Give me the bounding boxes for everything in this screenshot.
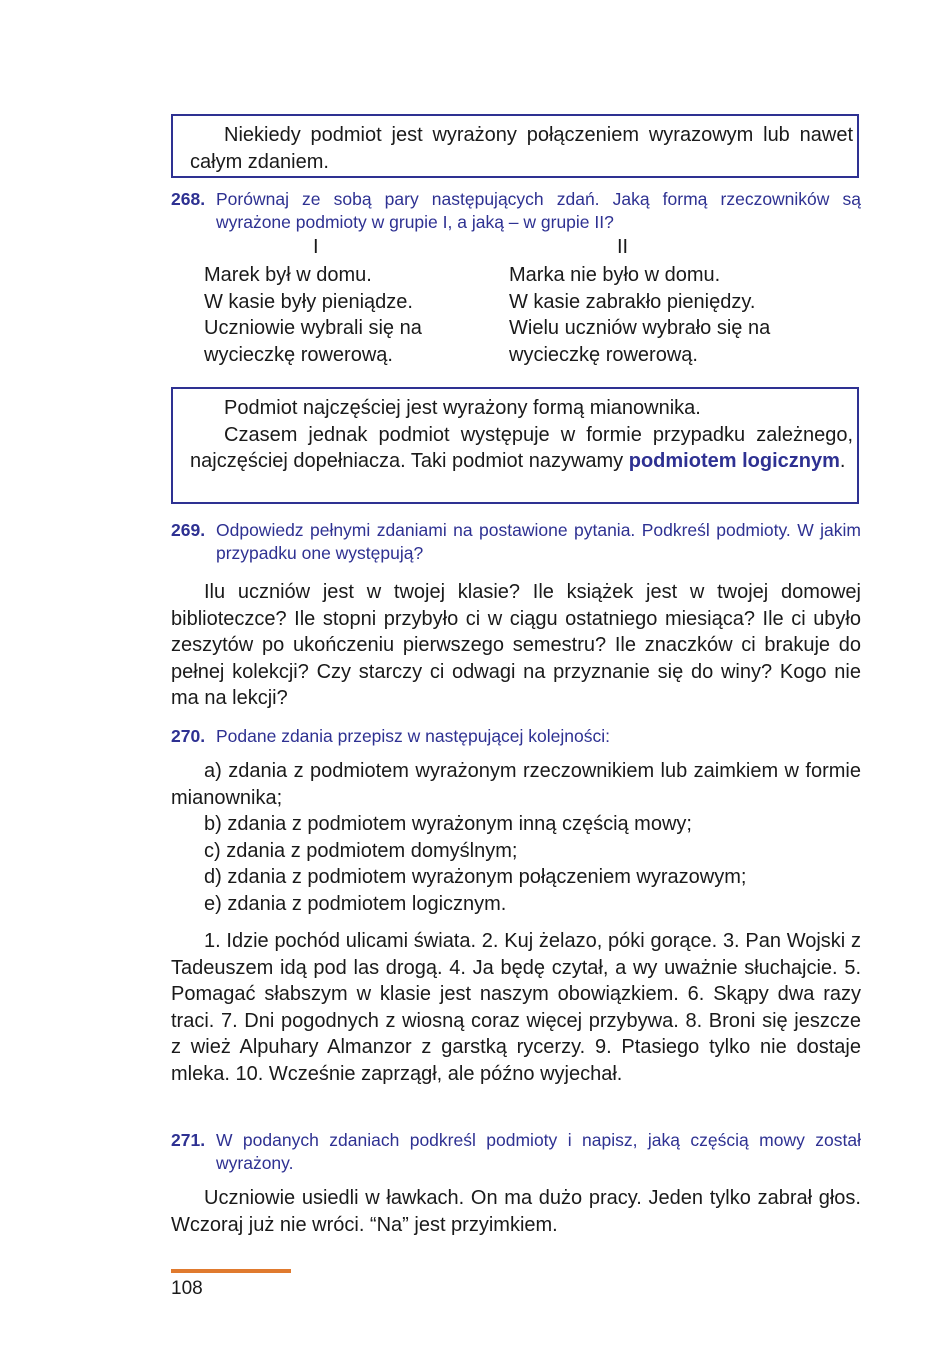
task-number: 271. bbox=[171, 1130, 206, 1150]
rule-box-2-end: . bbox=[839, 450, 846, 472]
column-2-line: Marka nie było w domu. bbox=[509, 264, 721, 286]
task-text: Podane zdania przepisz w następującej kolejności: bbox=[216, 726, 610, 746]
rule-box-2-line1: Podmiot najczęściej jest wyrażony formą mianownika. bbox=[224, 397, 701, 419]
task-271-instruction bbox=[171, 1129, 861, 1175]
key-term: podmiotem logicznym bbox=[628, 450, 840, 472]
rule-box-1 bbox=[171, 114, 859, 178]
task-270-sentences bbox=[171, 928, 861, 1087]
task-270-list bbox=[171, 758, 861, 917]
task-270-instruction bbox=[171, 725, 861, 748]
task-268-instruction bbox=[171, 188, 861, 234]
column-1-line: wycieczkę rowerową. bbox=[204, 343, 393, 366]
task-number: 270. bbox=[171, 726, 206, 746]
list-item: e) zdania z podmiotem logicznym. bbox=[204, 892, 507, 915]
column-1-line: W kasie były pieniądze. bbox=[204, 290, 413, 313]
rule-box-1-text: Niekiedy podmiot jest wyrażony połączeniem wyrazowym lub nawet całym zdaniem. bbox=[190, 124, 853, 173]
rule-box-2-text: Czasem jednak podmiot występuje w formie przypadku zależnego, najczęściej dopełniacza. Taki podmiot nazywamy bbox=[190, 423, 853, 472]
list-item: a) zdania z podmiotem wyrażonym rzeczownikiem lub zaimkiem w formie mianownika; bbox=[171, 760, 861, 809]
list-item: c) zdania z podmiotem domyślnym; bbox=[204, 839, 518, 862]
column-1-line: Marek był w domu. bbox=[204, 264, 372, 286]
column-1-line: Uczniowie wybrali się na bbox=[204, 317, 422, 339]
column-2-line: Wielu uczniów wybrało się na bbox=[509, 317, 771, 339]
column-1-heading: I bbox=[313, 236, 319, 258]
column-2-line: wycieczkę rowerową. bbox=[509, 343, 698, 366]
column-1 bbox=[204, 262, 422, 368]
task-text: Porównaj ze sobą pary następujących zdań. Jaką formą rzeczowników są wyrażone podmioty w grupie I, a jaką – w grupie II? bbox=[216, 189, 861, 232]
column-2-line: W kasie zabrakło pieniędzy. bbox=[509, 290, 756, 313]
task-271-sentences: Uczniowie usiedli w ławkach. On ma dużo pracy. Jeden tylko zabrał głos. Wczoraj już nie wróci. “Na” jest przyimkiem. bbox=[171, 1187, 861, 1236]
rule-box-2 bbox=[171, 387, 859, 504]
column-2 bbox=[509, 262, 770, 368]
task-271-body bbox=[171, 1185, 861, 1238]
task-number: 269. bbox=[171, 520, 206, 540]
task-text: Odpowiedz pełnymi zdaniami na postawione pytania. Podkreśl podmioty. W jakim przypadku one występują? bbox=[216, 520, 861, 563]
page-number: 108 bbox=[171, 1278, 203, 1299]
task-270-sentence-text: 1. Idzie pochód ulicami świata. 2. Kuj żelazo, póki gorące. 3. Pan Wojski z Tadeuszem idą pod las drogą. 4. Ja będę czytał, a wy uważnie słuchajcie. 5. Pomagać słabszym w klasie jest naszym obowiązkiem. 6. Skąpy dwa razy traci. 7. Dni pogodnych z wiosną coraz więcej przybywa. 8. Broni się jeszcze z wież Alpuhary Almanzor z garstką rycerzy. 9. Ptasiego tylko nie dostaje mleka. 10. Wcześnie zaprzągł, ale późno wyjechał. bbox=[171, 930, 861, 1085]
task-text: W podanych zdaniach podkreśl podmioty i napisz, jaką częścią mowy został wyrażony. bbox=[216, 1130, 861, 1173]
rule-box-2-line2 bbox=[190, 422, 853, 475]
list-item: d) zdania z podmiotem wyrażonym połączeniem wyrazowym; bbox=[204, 866, 747, 888]
footer-divider bbox=[171, 1269, 291, 1273]
list-item: b) zdania z podmiotem wyrażonym inną częścią mowy; bbox=[204, 813, 692, 835]
task-269-questions: Ilu uczniów jest w twojej klasie? Ile książek jest w twojej domowej biblioteczce? Ile stopni przybyło ci w ciągu ostatniego miesiąca? Ile ci ubyło zeszytów po ukończeniu pierwszego semestru? Ile znaczków ci brakuje do pełnej kolekcji? Czy starczy ci odwagi na przyznanie się do winy? Kogo nie ma na lekcji? bbox=[171, 581, 861, 709]
task-269-body bbox=[171, 579, 861, 712]
task-number: 268. bbox=[171, 189, 206, 209]
task-269-instruction bbox=[171, 519, 861, 565]
column-2-heading: II bbox=[617, 236, 629, 258]
